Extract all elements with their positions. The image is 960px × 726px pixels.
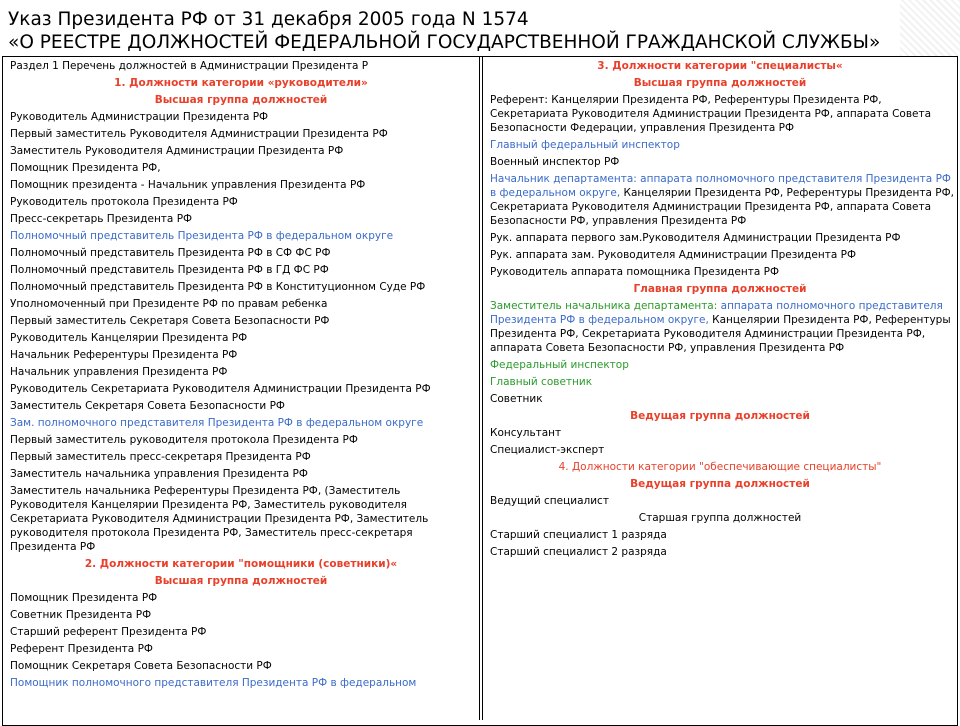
list-item: Помощник Президента РФ (10, 592, 158, 604)
list-item: Заместитель начальника управления Президента РФ (10, 468, 308, 480)
deputy-dept-blue: аппарата полномочного представителя Президента РФ в федеральном округе, (490, 300, 943, 326)
category-4-heading: 4. Должности категории "обеспечивающие специалисты" (558, 461, 882, 473)
list-item: Первый заместитель руководителя протокола Президента РФ (10, 434, 358, 446)
group-heading: Ведущая группа должностей (630, 478, 810, 490)
list-item: Начальник Референтуры Президента РФ (10, 349, 238, 361)
list-item-highlighted: Помощник полномочного представителя Президента РФ в федеральном (10, 677, 417, 689)
list-item: Советник (490, 393, 543, 405)
group-heading: Высшая группа должностей (633, 77, 807, 89)
list-item: Специалист-эксперт (490, 444, 605, 456)
list-item: Помощник Секретаря Совета Безопасности РФ (10, 660, 272, 672)
list-item: Советник Президента РФ (10, 609, 152, 621)
title-line-1: Указ Президента РФ от 31 декабря 2005 года N 1574 (8, 9, 529, 30)
list-item: Военный инспектор РФ (490, 156, 620, 168)
list-item: Руководитель Администрации Президента РФ (10, 111, 269, 123)
list-item: Помощник президента - Начальник управления Президента РФ (10, 179, 366, 191)
dept-head-rest: Канцелярии Президента РФ, Референтуры Президента РФ, Секретариата Руководителя Администрации Президента РФ, аппарата Совета Безопасности РФ, управления Президента РФ (490, 187, 954, 227)
list-item: Руководитель Канцелярии Президента РФ (10, 332, 248, 344)
list-item: Начальник управления Президента РФ (10, 366, 228, 378)
list-item: Помощник Президента РФ, (10, 162, 161, 174)
decorative-pattern (900, 0, 960, 56)
group-heading-plain: Старшая группа должностей (638, 512, 802, 524)
list-item: Консультант (490, 427, 562, 439)
dept-head-highlighted: Начальник департамента: аппарата полномочного представителя Президента РФ в федеральном округе, (490, 173, 951, 199)
list-item-highlighted: Полномочный представитель Президента РФ в федеральном округе (10, 230, 394, 242)
list-item-green: Главный советник (490, 376, 593, 388)
list-item: Первый заместитель Руководителя Администрации Президента РФ (10, 128, 388, 140)
list-item: Заместитель Секретаря Совета Безопасности РФ (10, 400, 285, 412)
list-item: Полномочный представитель Президента РФ в Конституционном Суде РФ (10, 281, 426, 293)
list-item: Референт Президента РФ (10, 643, 153, 655)
list-item: Руководитель аппарата помощника Президента РФ (490, 266, 780, 278)
list-item: Ведущий специалист (490, 495, 609, 507)
deputy-dept-green: Заместитель начальника департамента: (490, 300, 718, 312)
list-item: Старший референт Президента РФ (10, 626, 207, 638)
group-heading: Ведущая группа должностей (630, 410, 810, 422)
list-item: Старший специалист 2 разряда (490, 546, 667, 558)
list-item-green: Федеральный инспектор (490, 359, 629, 371)
list-item: Референт: Канцелярии Президента РФ, Референтуры Президента РФ, Секретариата Руководителя Администрации Президента РФ, аппарата Совета Безопасности Федерации, управления Президента РФ (490, 94, 932, 134)
list-item: Пресс-секретарь Президента РФ (10, 213, 193, 225)
list-item: Руководитель Секретариата Руководителя Администрации Президента РФ (10, 383, 431, 395)
category-1-heading: 1. Должности категории «руководители» (114, 77, 368, 89)
list-item: Первый заместитель пресс-секретаря Президента РФ (10, 451, 311, 463)
list-item (484, 298, 956, 357)
list-item: Первый заместитель Секретаря Совета Безопасности РФ (10, 315, 330, 327)
category-2-heading: 2. Должности категории "помощники (советники)« (84, 558, 398, 570)
right-column (484, 58, 956, 720)
list-item: Полномочный представитель Президента РФ в ГД ФС РФ (10, 264, 329, 276)
group-heading: Высшая группа должностей (154, 575, 328, 587)
list-item: Полномочный представитель Президента РФ в СФ ФС РФ (10, 247, 331, 259)
list-item: Рук. аппарата первого зам.Руководителя Администрации Президента РФ (490, 232, 901, 244)
list-item: Заместитель начальника Референтуры Президента РФ, (Заместитель Руководителя Канцелярии Президента РФ, Заместитель руководителя Секретариата Руководителя Администрации Президента РФ, Заместитель руководителя протокола Президента РФ, Заместитель пресс-секретаря Президента РФ (10, 485, 429, 553)
column-divider (479, 56, 480, 720)
list-item: Заместитель Руководителя Администрации Президента РФ (10, 145, 344, 157)
slide-title (0, 0, 900, 56)
list-item: Рук. аппарата зам. Руководителя Администрации Президента РФ (490, 249, 856, 261)
list-item: Уполномоченный при Президенте РФ по правам ребенка (10, 298, 328, 310)
title-line-2: «О РЕЕСТРЕ ДОЛЖНОСТЕЙ ФЕДЕРАЛЬНОЙ ГОСУДАРСТВЕННОЙ ГРАЖДАНСКОЙ СЛУЖБЫ» (8, 32, 881, 53)
deputy-dept-rest: Канцелярии Президента РФ, Референтуры Президента РФ, Секретариата Руководителя Администрации Президента РФ, аппарата Совета Безопасности РФ, управления Президента РФ (490, 314, 951, 354)
category-3-heading: 3. Должности категории "специалисты« (597, 60, 843, 72)
group-heading: Высшая группа должностей (154, 94, 328, 106)
list-item: Руководитель протокола Президента РФ (10, 196, 238, 208)
list-item (484, 171, 956, 230)
group-heading: Главная группа должностей (633, 283, 807, 295)
left-column (4, 58, 478, 720)
list-item-highlighted: Зам. полномочного представителя Президента РФ в федеральном округе (10, 417, 424, 429)
column-divider-inner (482, 56, 483, 720)
section-title: Раздел 1 Перечень должностей в Администрации Президента Р (10, 60, 369, 72)
list-item-highlighted: Главный федеральный инспектор (490, 139, 680, 151)
list-item: Старший специалист 1 разряда (490, 529, 667, 541)
